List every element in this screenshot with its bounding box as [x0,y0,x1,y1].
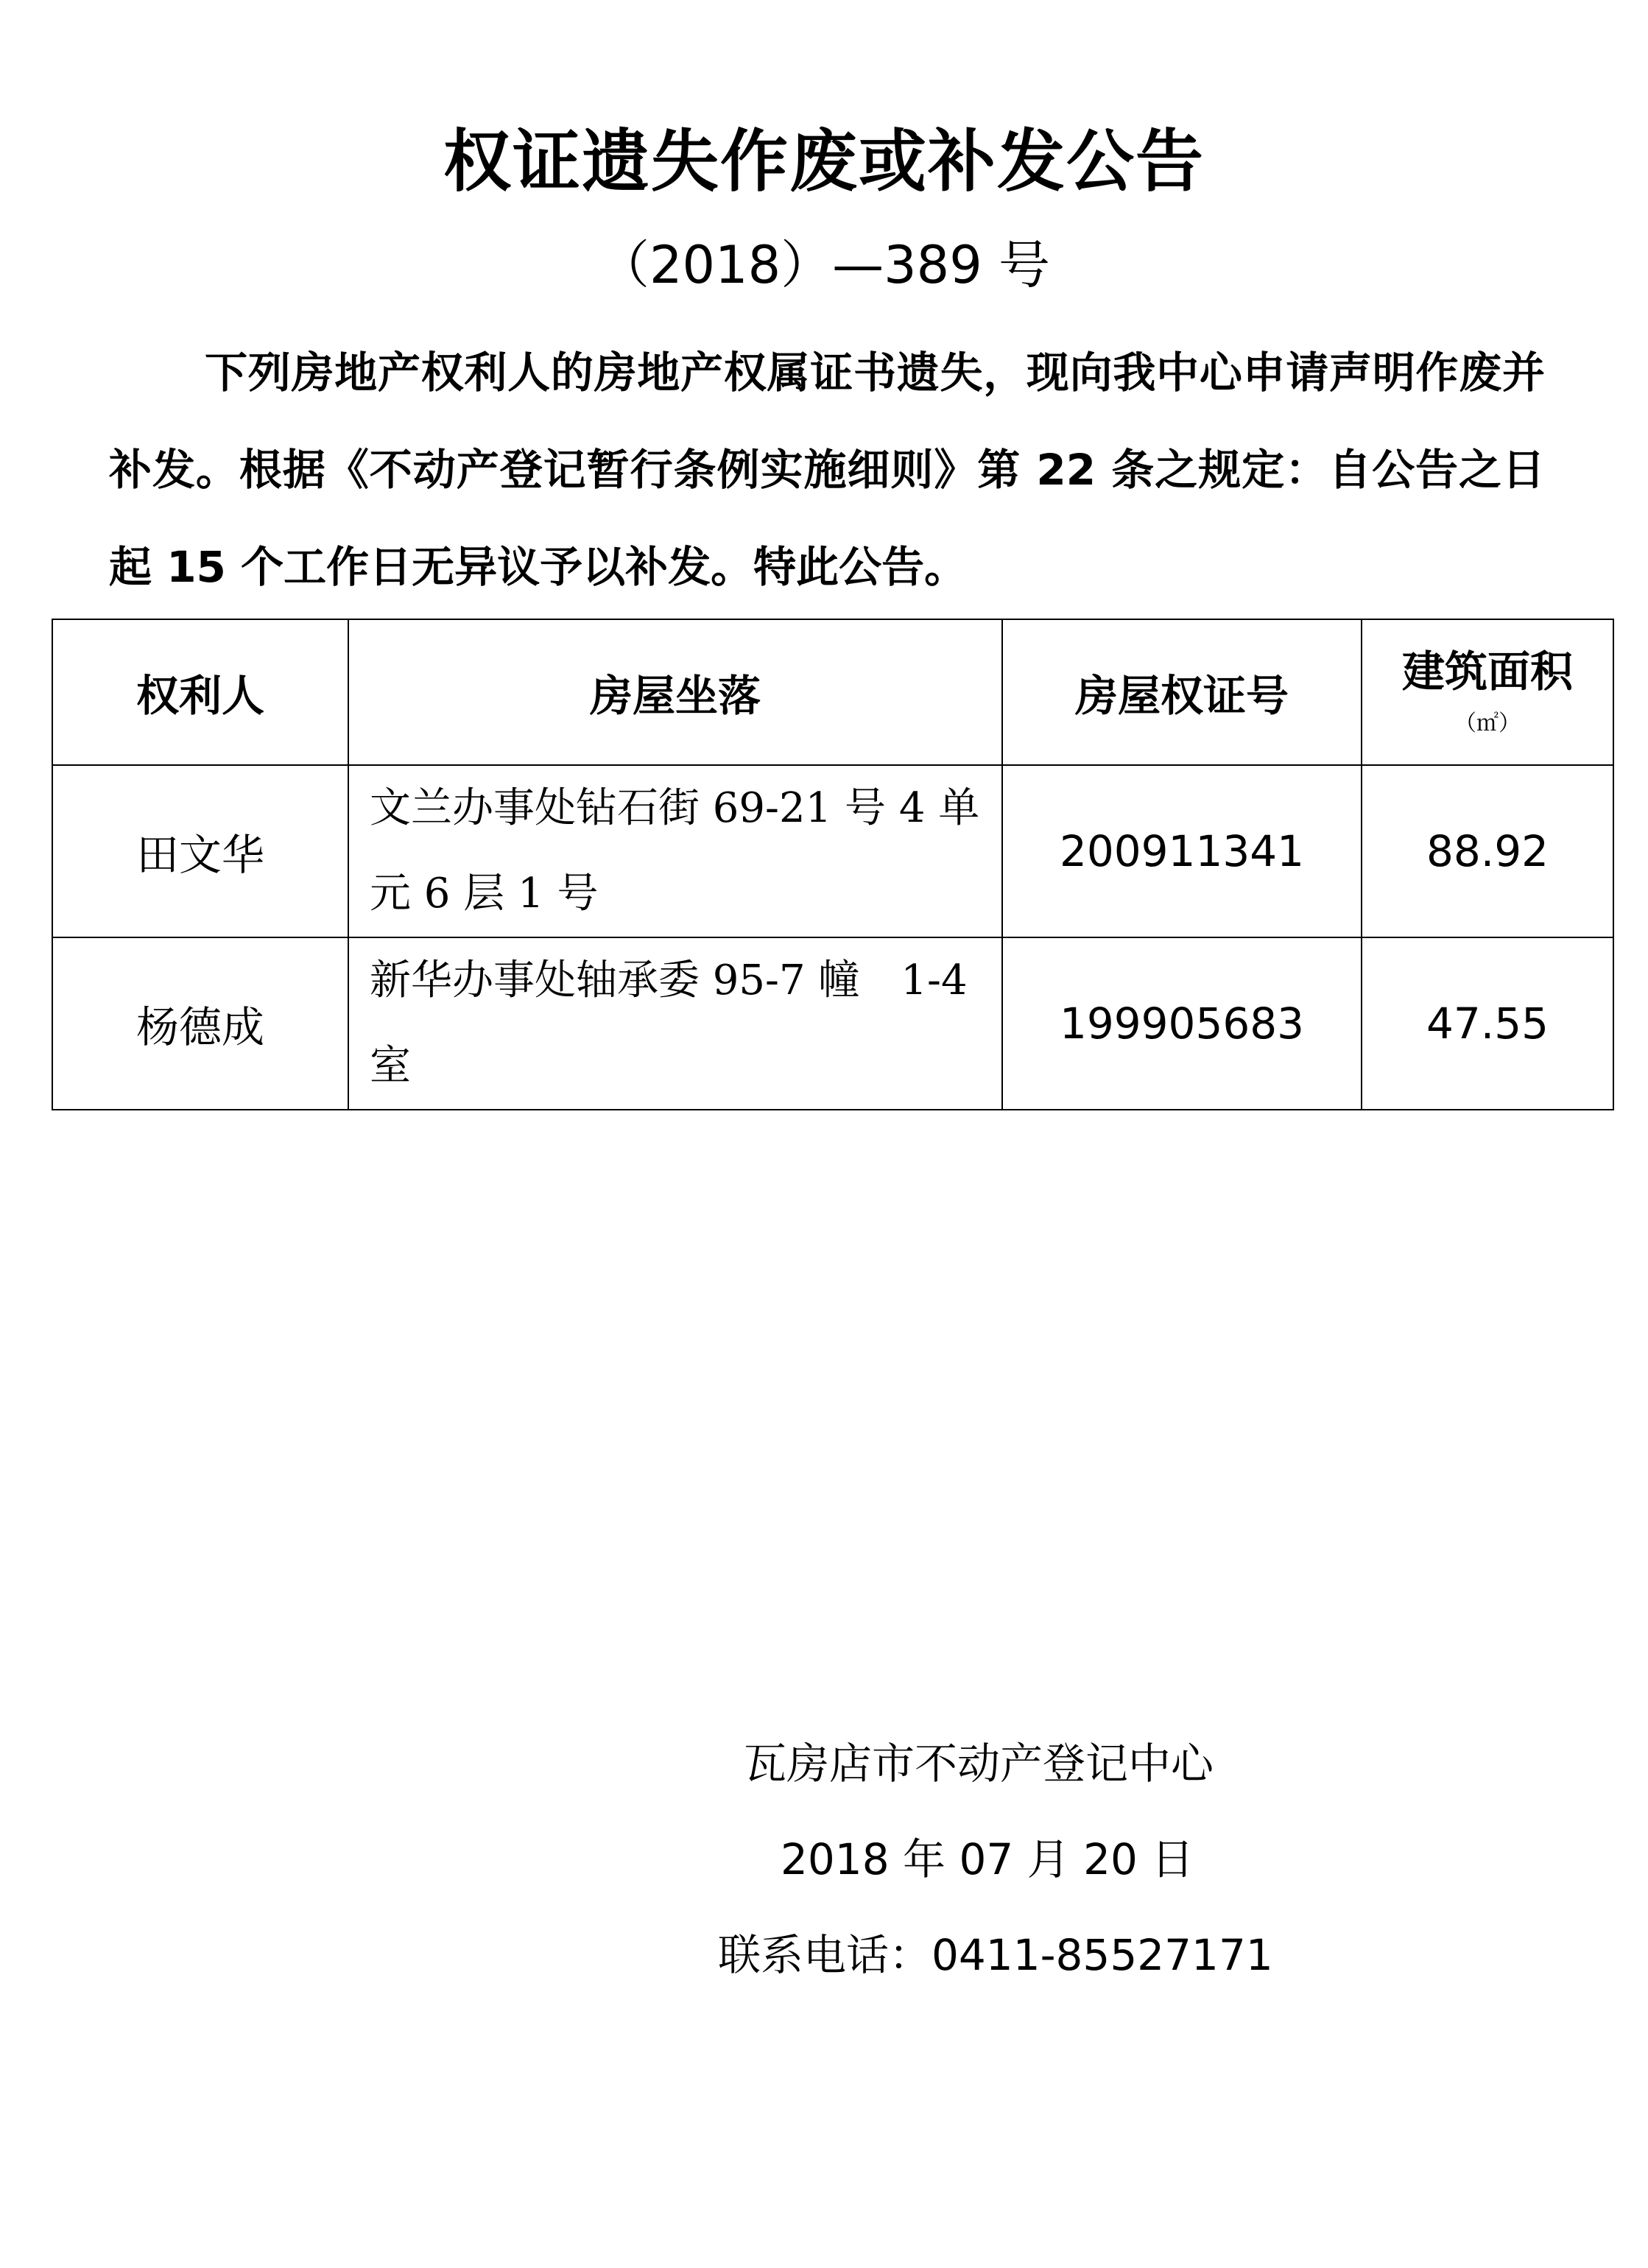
certificate-cell: 199905683 [1002,937,1362,1110]
owner-cell: 杨德成 [52,937,348,1110]
footer-date: 2018 年 07 月 20 日 [781,1834,1194,1884]
header-area-label: 建筑面积 [1401,647,1573,697]
area-cell: 88.92 [1362,765,1613,937]
area-cell: 47.55 [1362,937,1613,1110]
certificate-cell: 200911341 [1002,765,1362,937]
records-table [52,619,1614,1110]
header-certificate: 房屋权证号 [1002,619,1362,765]
header-address: 房屋坐落 [348,619,1002,765]
table-row [52,765,1613,937]
table-row [52,937,1613,1110]
notice-body: 下列房地产权利人的房地产权属证书遗失，现向我中心申请声明作废并补发。根据《不动产登记暂行条例实施细则》第 22 条之规定：自公告之日起 15 个工作日无异议予以补发。特此公告。 [109,348,1545,592]
notice-number: （2018）—389 号 [597,235,1050,295]
table-header-row [52,619,1613,765]
notice-title: 权证遗失作废或补发公告 [443,122,1205,201]
footer-phone: 联系电话：0411-85527171 [718,1930,1273,1980]
header-area [1362,619,1613,765]
address-cell: 文兰办事处钻石街 69-21 号 4 单元 6 层 1 号 [348,765,1002,937]
header-owner: 权利人 [52,619,348,765]
address-cell: 新华办事处轴承委 95-7 幢 1-4 室 [348,937,1002,1110]
footer-organization: 瓦房店市不动产登记中心 [744,1739,1214,1789]
owner-cell: 田文华 [52,765,348,937]
header-area-unit: （㎡） [1454,711,1521,736]
